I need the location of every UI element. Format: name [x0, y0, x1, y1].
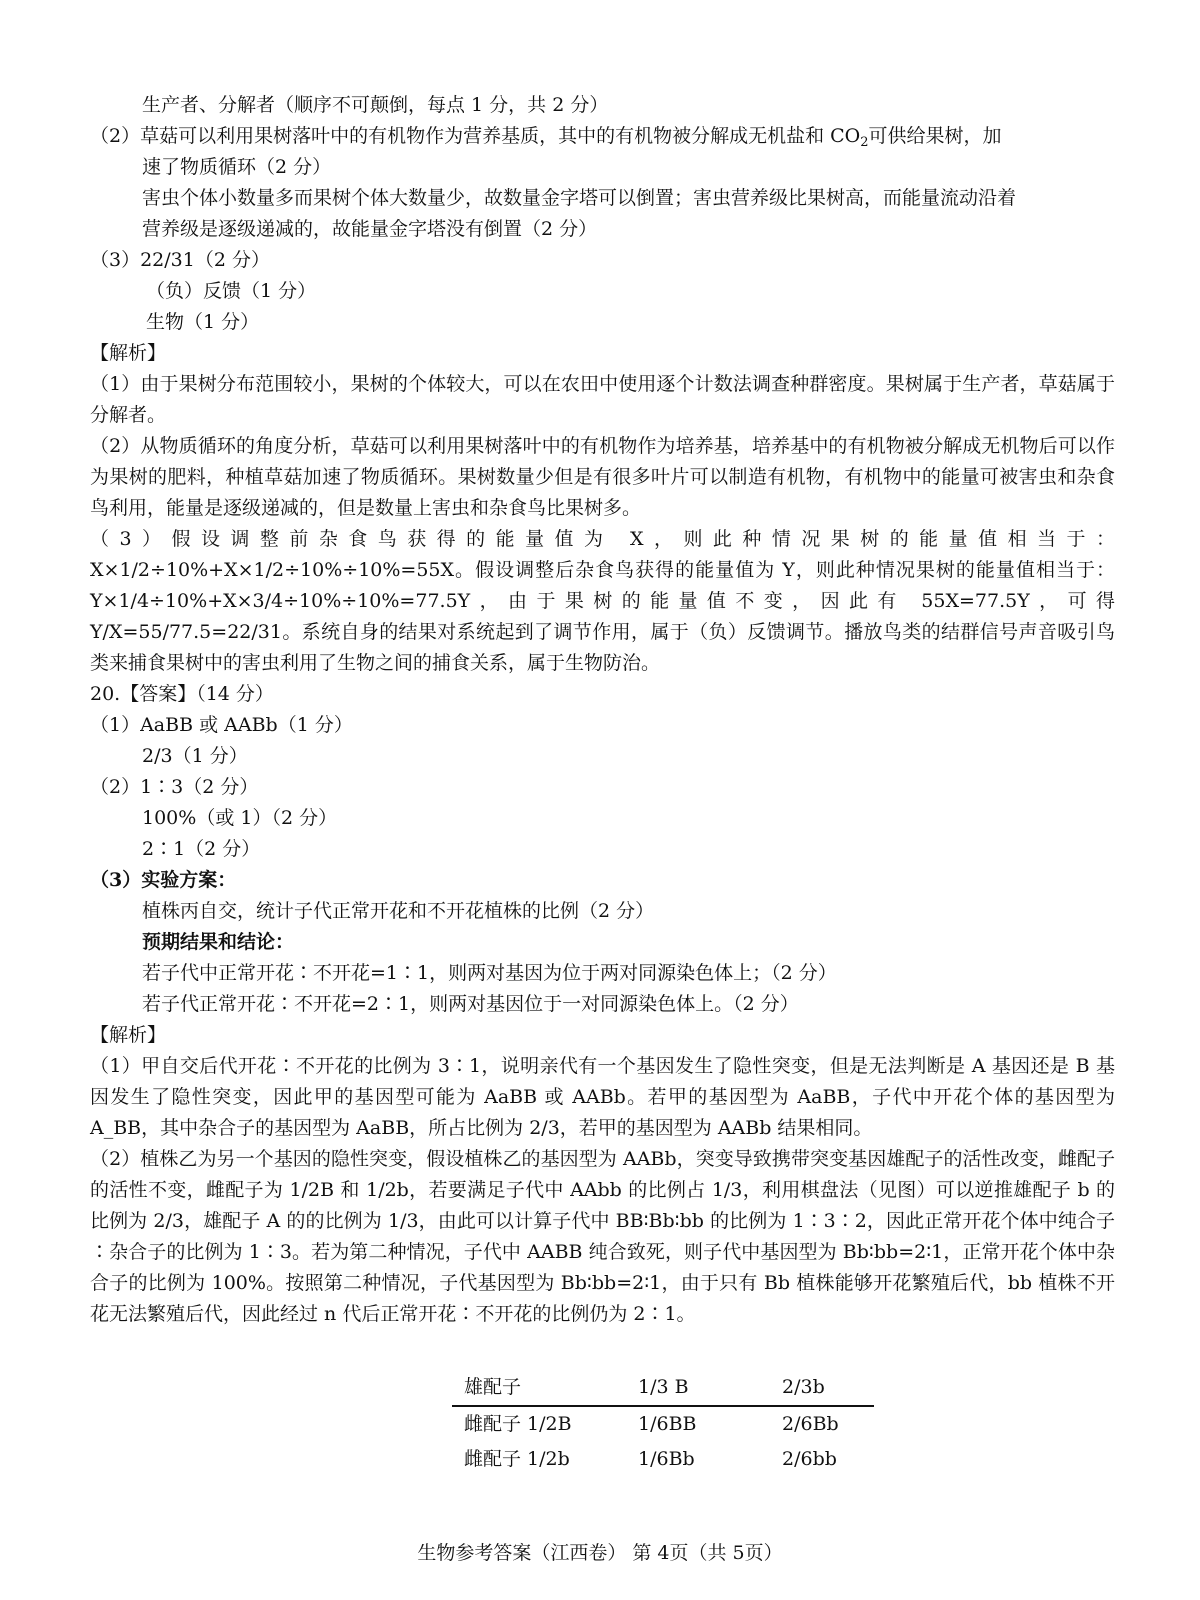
q19-answer-line-6: （3）22/31（2 分） [90, 249, 270, 271]
punnett-row [452, 1442, 874, 1477]
q19-answer-line-4: 害虫个体小数量多而果树个体大数量少，故数量金字塔可以倒置；害虫营养级比果树高，而能量流动沿着 [142, 187, 1017, 209]
q19-answer-line-1: 生产者、分解者（顺序不可颠倒，每点 1 分，共 2 分） [142, 94, 609, 116]
q19-answer-line-8: 生物（1 分） [146, 311, 260, 333]
q20-answer-4: 100%（或 1）（2 分） [142, 807, 338, 829]
q19-answer-line-5: 营养级是逐级递减的，故能量金字塔没有倒置（2 分） [142, 218, 598, 240]
punnett-header-cell: 2/3b [770, 1370, 874, 1406]
q19-analysis-paragraph-2: （2）从物质循环的角度分析，草菇可以利用果树落叶中的有机物作为培养基，培养基中的有机物被分解成无机物后可以作为果树的肥料，种植草菇加速了物质循环。果树数量少但是有很多叶片可以制造有机物，有机物中的能量可被害虫和杂食鸟利用，能量是逐级递减的，但是数量上害虫和杂食鸟比果树多。 [90, 435, 1115, 519]
q19-answer-line-3: 速了物质循环（2 分） [142, 156, 332, 178]
punnett-cell: 雌配子 1/2B [464, 1413, 572, 1435]
q19-answer-line-2 [90, 121, 1115, 152]
q19-analysis-paragraph-3: （3）假设调整前杂食鸟获得的能量值为 X，则此种情况果树的能量值相当于：X×1/2÷10%+X×1/2÷10%÷10%=55X。假设调整后杂食鸟获得的能量值为 Y，则此种情况果树的能量值相当于：Y×1/4÷10%+X×3/4÷10%÷10%=77.5Y，由于果树的能量值不变，因此有 55X=77.5Y，可得 Y/X=55/77.5=22/31。系统自身的结果对系统起到了调节作用，属于（负）反馈调节。播放鸟类的结群信号声音吸引鸟类来捕食果树中的害虫利用了生物之间的捕食关系，属于生物防治。 [90, 528, 1115, 674]
page-footer: 生物参考答案（江西卷） 第 4页（共 5页） [417, 1542, 783, 1564]
punnett-cell: 1/6Bb [638, 1448, 695, 1470]
q20-answer-7: 植株丙自交，统计子代正常开花和不开花植株的比例（2 分） [142, 900, 655, 922]
q20-answer-5: 2∶1（2 分） [142, 838, 261, 860]
punnett-header-cell: 雄配子 [452, 1370, 626, 1406]
q20-answer-3: （2）1∶3（2 分） [90, 776, 259, 798]
punnett-cell: 2/6bb [782, 1448, 837, 1470]
punnett-cell: 雌配子 1/2b [464, 1448, 570, 1470]
q19-answer-line-2-text-a: （2）草菇可以利用果树落叶中的有机物作为营养基质，其中的有机物被分解成无机盐和 CO [90, 125, 861, 147]
q20-answer-heading: 20.【答案】（14 分） [90, 683, 274, 705]
q20-answer-10: 若子代正常开花∶不开花=2∶1，则两对基因位于一对同源染色体上。（2 分） [142, 993, 799, 1015]
q20-answer-9: 若子代中正常开花∶不开花=1∶1，则两对基因为位于两对同源染色体上；（2 分） [142, 962, 837, 984]
co2-subscript: 2 [860, 135, 869, 150]
q20-analysis-heading: 【解析】 [90, 1024, 167, 1046]
q19-analysis-paragraph-1: （1）由于果树分布范围较小，果树的个体较大，可以在农田中使用逐个计数法调查种群密度。果树属于生产者，草菇属于分解者。 [90, 373, 1115, 426]
q19-answer-line-2-text-b: 可供给果树，加 [868, 125, 1002, 147]
q20-experiment-plan-label: （3）实验方案： [90, 869, 237, 891]
page-content [90, 90, 1115, 1330]
q20-expected-results-label: 预期结果和结论： [142, 931, 295, 953]
q20-answer-2: 2/3（1 分） [142, 745, 248, 767]
q20-analysis-paragraph-1: （1）甲自交后代开花∶不开花的比例为 3∶1，说明亲代有一个基因发生了隐性突变，但是无法判断是 A 基因还是 B 基因发生了隐性突变，因此甲的基因型可能为 AaBB 或 AABb。若甲的基因型为 AaBB，子代中开花个体的基因型为 A_BB，其中杂合子的基因型为 AaBB，所占比例为 2/3，若甲的基因型为 AABb 结果相同。 [90, 1055, 1115, 1139]
punnett-row [452, 1406, 874, 1442]
q19-analysis-heading: 【解析】 [90, 342, 167, 364]
punnett-cell: 2/6Bb [782, 1413, 839, 1435]
punnett-header-cell: 1/3 B [626, 1370, 770, 1406]
q20-answer-1: （1）AaBB 或 AABb（1 分） [90, 714, 353, 736]
q20-analysis-paragraph-2: （2）植株乙为另一个基因的隐性突变，假设植株乙的基因型为 AABb，突变导致携带突变基因雄配子的活性改变，雌配子的活性不变，雌配子为 1/2B 和 1/2b，若要满足子代中 AAbb 的比例占 1/3，利用棋盘法（见图）可以逆推雄配子 b 的比例为 2/3，雄配子 A 的的比例为 1/3，由此可以计算子代中 BB∶Bb∶bb 的比例为 1∶3∶2，因此正常开花个体中纯合子∶杂合子的比例为 1∶3。若为第二种情况，子代中 AABB 纯合致死，则子代中基因型为 Bb∶bb=2∶1，正常开花个体中杂合子的比例为 100%。按照第二种情况，子代基因型为 Bb∶bb=2∶1，由于只有 Bb 植株能够开花繁殖后代，bb 植株不开花无法繁殖后代，因此经过 n 代后正常开花∶不开花的比例仍为 2∶1。 [90, 1148, 1115, 1325]
punnett-cell: 1/6BB [638, 1413, 697, 1435]
q19-answer-line-7: （负）反馈（1 分） [146, 280, 317, 302]
punnett-header-row [452, 1370, 874, 1406]
punnett-square-table [452, 1370, 874, 1477]
